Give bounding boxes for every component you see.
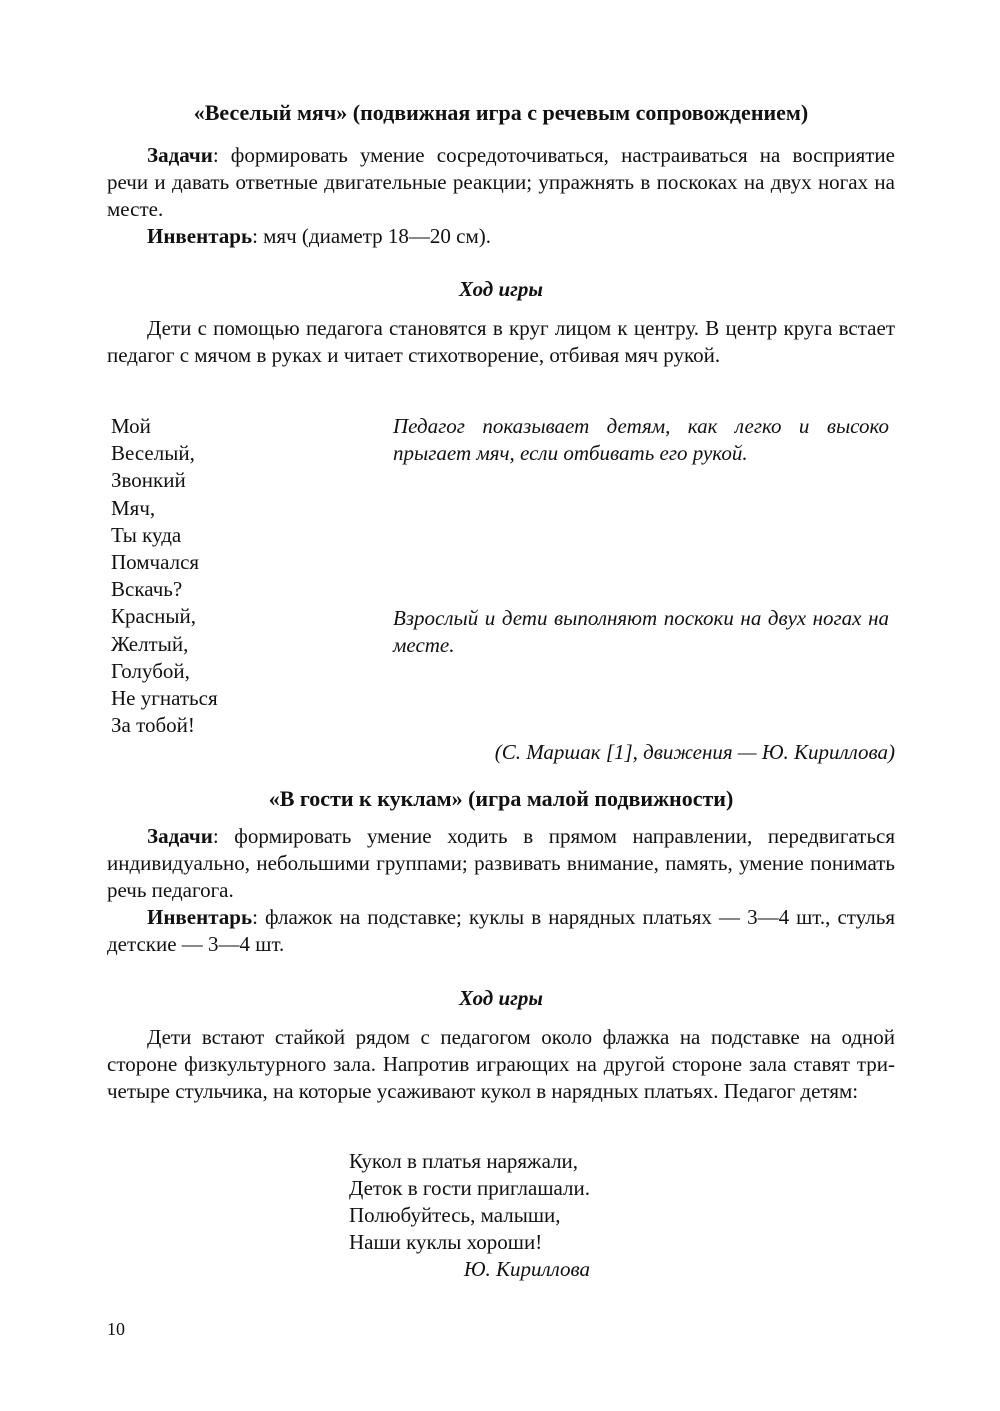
game2-course-block	[107, 1024, 895, 1105]
game1-tasks-block	[107, 142, 895, 250]
poem-line: Вскачь?	[111, 577, 183, 602]
poem-line: Ты куда	[111, 522, 182, 547]
game2-title-block	[107, 785, 895, 813]
game2-inventory	[107, 904, 895, 958]
game1-tasks-text: : формировать умение сосредоточиваться, настраиваться на восприятие речи и давать ответные двигательные реакции; упражнять в поскоках на двух ногах на месте.	[107, 143, 895, 221]
game1-title-block	[107, 99, 895, 127]
poem-line: Желтый,	[111, 631, 189, 656]
poem-line: Наши куклы хороши!	[349, 1230, 543, 1254]
game1-title: «Веселый мяч» (подвижная игра с речевым сопровождением)	[193, 100, 809, 125]
poem-line: Голубой,	[111, 658, 190, 683]
poem-line: Деток в гости приглашали.	[349, 1176, 590, 1200]
game1-course-text: Дети с помощью педагога становятся в круг лицом к центру. В центр круга встает педагог с мячом в руках и читает стихотворение, отбивая мяч рукой.	[107, 316, 895, 367]
poem-line: Мяч,	[111, 495, 156, 520]
poem-line: Полюбуйтесь, малыши,	[349, 1203, 561, 1227]
game1-course-block	[107, 315, 895, 369]
game1-note-2: Взрослый и дети выполняют поскоки на двух ногах на месте.	[393, 606, 889, 657]
game1-inventory-label: Инвентарь	[147, 224, 253, 248]
game1-attribution: (С. Маршак [1], движения — Ю. Кириллова)	[494, 740, 895, 764]
game2-tasks-label: Задачи	[147, 824, 213, 848]
game2-tasks	[107, 823, 895, 904]
poem-line: Веселый,	[111, 441, 195, 466]
game1-tasks-label: Задачи	[147, 143, 213, 167]
game2-poem-author: Ю. Кириллова	[463, 1257, 590, 1281]
game2-poem	[349, 1148, 590, 1283]
poem-line: Мой	[111, 414, 151, 438]
game1-inventory-text: : мяч (диаметр 18—20 см).	[252, 224, 492, 248]
poem-line: Кукол в платья наряжали,	[349, 1149, 579, 1173]
game2-inventory-label: Инвентарь	[147, 905, 253, 929]
game2-title: «В гости к куклам» (игра малой подвижности)	[268, 786, 734, 811]
game2-inventory-text: : флажок на подставке; куклы в нарядных платьях — 3—4 шт., стулья детские — 3—4 шт.	[107, 905, 895, 956]
game2-course-title: Ход игры	[459, 986, 543, 1010]
poem-line: Не угнаться	[111, 686, 218, 711]
game1-course-title: Ход игры	[459, 277, 543, 301]
page-number: 10	[107, 1319, 125, 1339]
game1-note-1: Педагог показывает детям, как легко и высоко прыгает мяч, если отбивать его рукой.	[393, 414, 889, 465]
poem-line: Красный,	[111, 604, 196, 629]
poem-line: Звонкий	[111, 468, 186, 493]
poem-line: За тобой!	[111, 713, 195, 738]
game2-course-title-block	[107, 985, 895, 1012]
game2-tasks-text: : формировать умение ходить в прямом направлении, передвигаться индивидуально, небольшими группами; развивать внимание, память, умение понимать речь педагога.	[107, 824, 895, 902]
game1-course-title-block	[107, 276, 895, 303]
poem-line: Помчался	[111, 550, 200, 575]
game1-poem	[111, 413, 218, 739]
game2-tasks-block	[107, 823, 895, 958]
game2-course-text: Дети встают стайкой рядом с педагогом около флажка на подставке на одной стороне физкультурного зала. Напротив играющих на другой стороне зала ставят три-четыре стульчика, на которые усаживают кукол в нарядных платьях. Педагог детям:	[107, 1025, 895, 1103]
game1-tasks	[107, 142, 895, 223]
game1-inventory	[107, 223, 895, 250]
